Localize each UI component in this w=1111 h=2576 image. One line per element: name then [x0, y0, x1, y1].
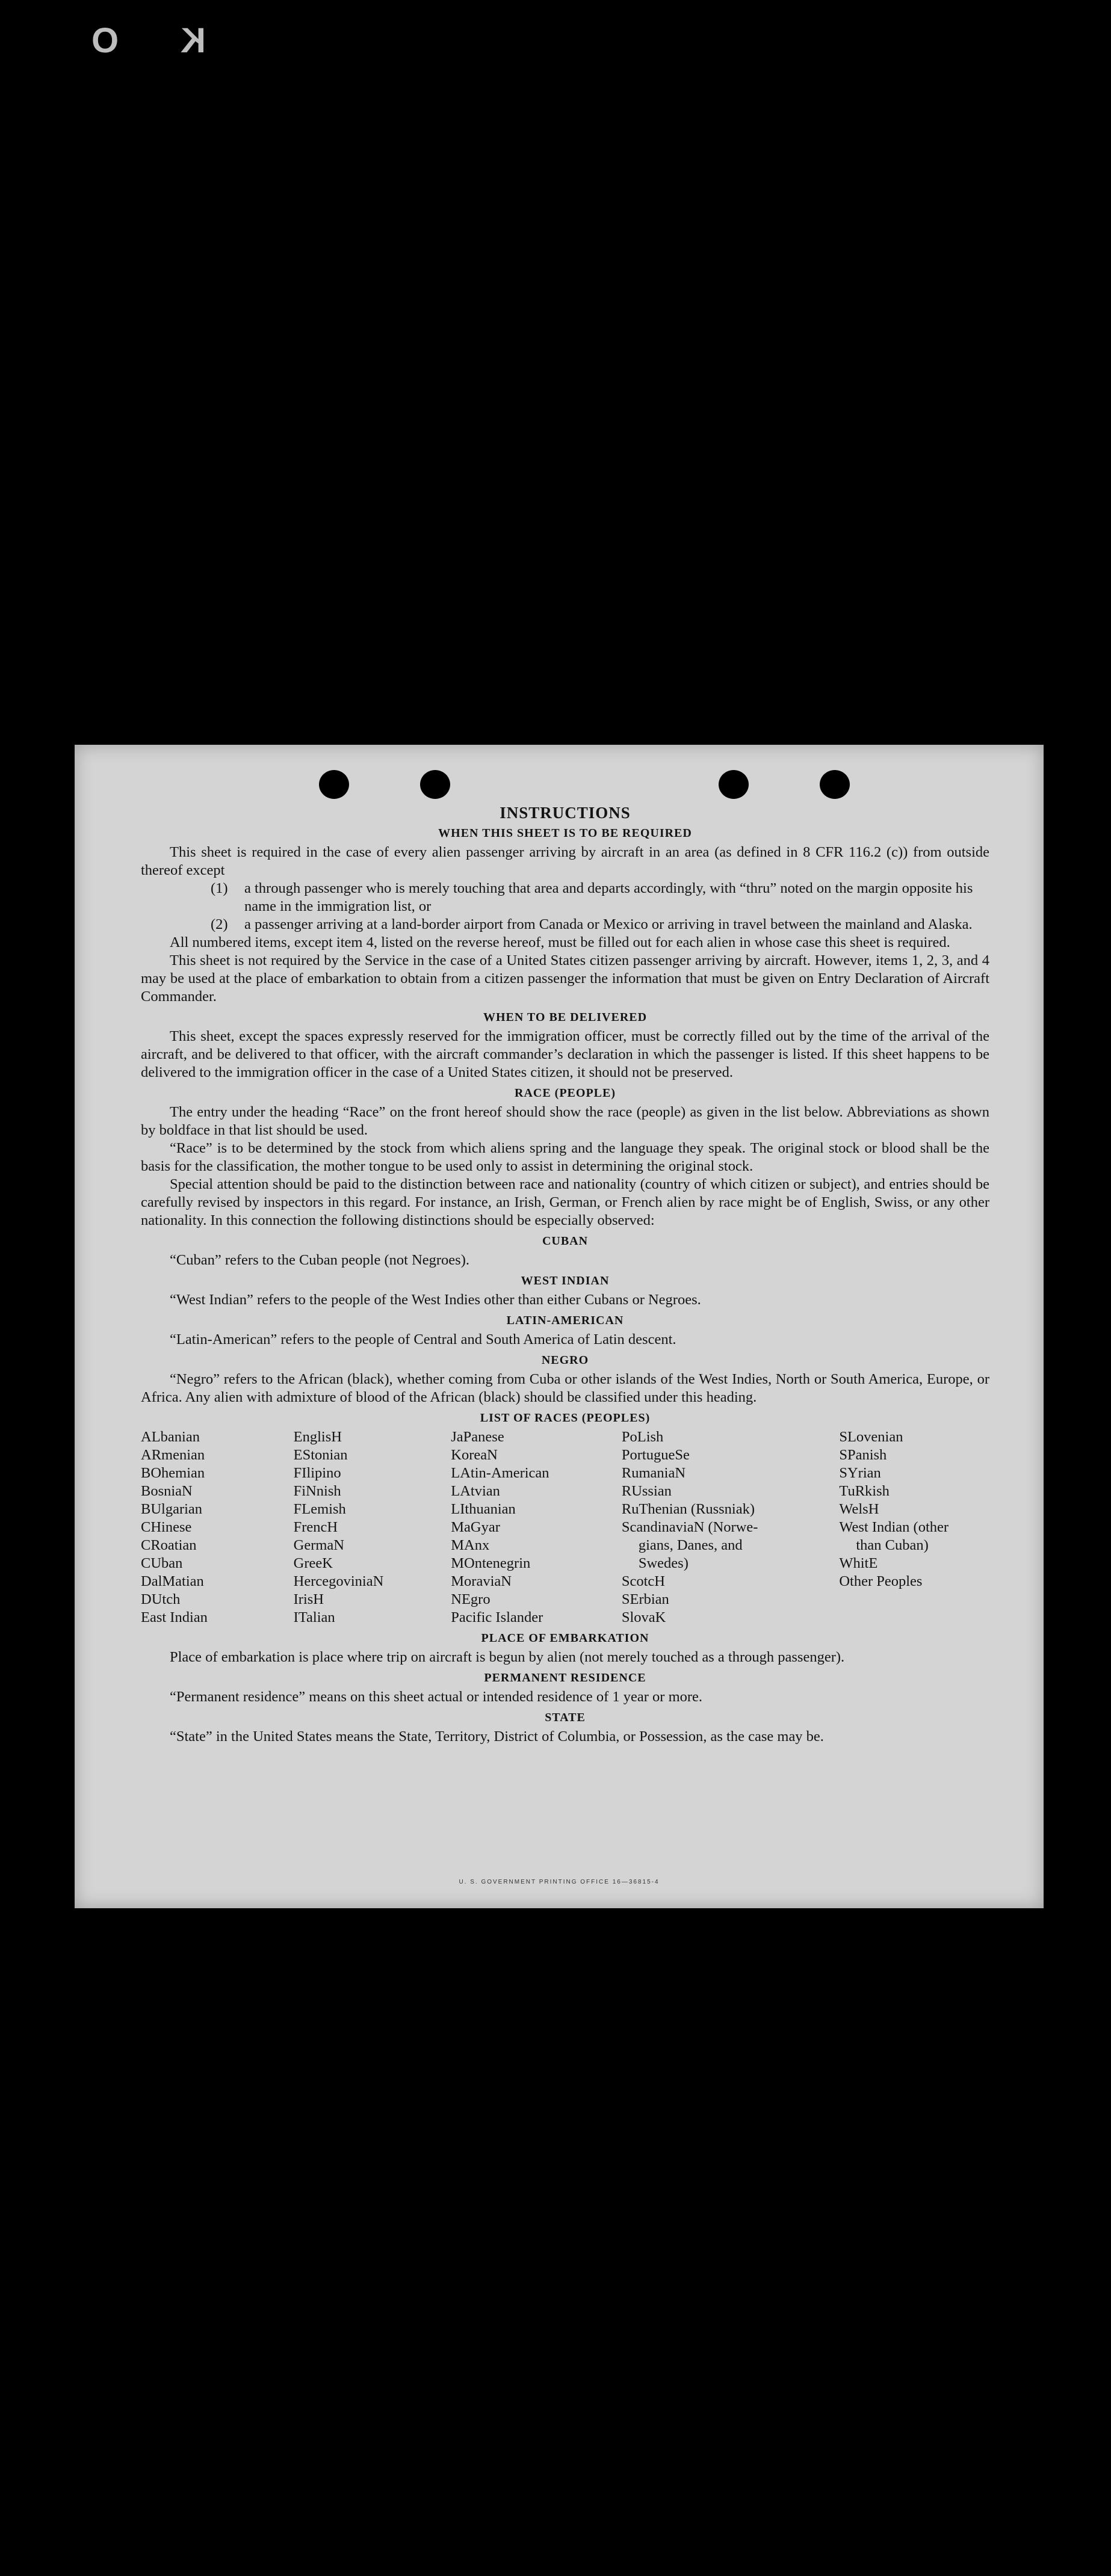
list-item-number: (2)	[211, 916, 228, 932]
race-item: LAtvian	[451, 1483, 500, 1499]
paragraph: Special attention should be paid to the distinction between race and nationality (country of which citizen or subject), and entries should be carefully revised by inspectors in this regard. For instance, an Irish, German, or French alien by race might be of English, Swiss, or any other nationality. In this connection the following distinctions should be especially observed:	[141, 1176, 989, 1228]
paragraph: “West Indian” refers to the people of the West Indies other than either Cubans or Negroes.	[170, 1292, 701, 1308]
paragraph: The entry under the heading “Race” on the front hereof should show the race (people) as given in the list below. Abbreviations as shown by boldface in that list should be used.	[141, 1104, 989, 1138]
paragraph: “Permanent residence” means on this sheet actual or intended residence of 1 year or more.	[170, 1689, 703, 1705]
section-heading: LIST OF RACES (PEOPLES)	[480, 1411, 651, 1425]
race-item: SYrian	[839, 1465, 881, 1481]
punch-hole	[420, 770, 450, 799]
instructions-text	[141, 800, 989, 1746]
race-item: SErbian	[621, 1591, 669, 1607]
race-item: FiNnish	[293, 1483, 341, 1499]
section-heading: STATE	[545, 1711, 586, 1724]
section-heading: PLACE OF EMBARKATION	[481, 1632, 649, 1645]
section-heading: NEGRO	[541, 1354, 589, 1367]
section-heading: WEST INDIAN	[521, 1274, 610, 1287]
section-heading: RACE (PEOPLE)	[515, 1086, 616, 1100]
race-item: CHinese	[141, 1519, 192, 1535]
race-item: SLovenian	[839, 1429, 903, 1445]
race-item: DUtch	[141, 1591, 181, 1607]
race-item: GreeK	[293, 1555, 333, 1571]
race-item: MoraviaN	[451, 1573, 512, 1589]
race-item: WelsH	[839, 1501, 879, 1517]
race-item: NEgro	[451, 1591, 491, 1607]
section-heading: CUBAN	[542, 1234, 589, 1248]
race-item: ScotcH	[621, 1573, 665, 1589]
race-item: ARmenian	[141, 1447, 205, 1463]
race-item: MAnx	[451, 1537, 490, 1553]
section-heading: PERMANENT RESIDENCE	[484, 1671, 646, 1684]
punch-hole	[719, 770, 749, 799]
race-item: SlovaK	[621, 1609, 666, 1625]
race-item: DalMatian	[141, 1573, 204, 1589]
race-item: CUban	[141, 1555, 183, 1571]
race-item: GermaN	[293, 1537, 344, 1553]
race-item: RumaniaN	[621, 1465, 686, 1481]
punch-hole	[319, 770, 349, 799]
race-item: Other Peoples	[839, 1573, 923, 1589]
race-column	[839, 1428, 989, 1627]
race-item: East Indian	[141, 1609, 208, 1625]
race-item: WhitE	[839, 1555, 878, 1571]
instruction-sheet	[75, 745, 1044, 1908]
race-item: FIlipino	[293, 1465, 341, 1481]
paragraph: All numbered items, except item 4, listed on the reverse hereof, must be filled out for each alien in whose case this sheet is required.	[170, 934, 950, 951]
race-item: BosniaN	[141, 1483, 193, 1499]
section-heading: WHEN THIS SHEET IS TO BE REQUIRED	[438, 827, 692, 840]
list-item-text: a passenger arriving at a land-border airport from Canada or Mexico or arriving in travel between the mainland and Alaska.	[244, 916, 973, 932]
race-column	[622, 1428, 839, 1627]
section-heading: LATIN-AMERICAN	[506, 1314, 624, 1327]
race-item: TuRkish	[839, 1483, 890, 1499]
punch-hole	[820, 770, 850, 799]
list-item	[141, 916, 989, 934]
race-item: JaPanese	[451, 1429, 504, 1445]
printer-imprint: U. S. GOVERNMENT PRINTING OFFICE 16—36815-4	[459, 1879, 660, 1885]
list-item-number: (1)	[211, 880, 228, 896]
race-item: KoreaN	[451, 1447, 498, 1463]
race-column	[141, 1428, 294, 1627]
race-item: SPanish	[839, 1447, 887, 1463]
paragraph: This sheet is not required by the Service in the case of a United States citizen passenger arriving by aircraft. However, items 1, 2, 3, and 4 may be used at the place of embarkation to obtain from a citizen passenger the information that must be given on Entry Declaration of Aircraft Commander.	[141, 952, 989, 1005]
race-column	[451, 1428, 622, 1627]
race-item: BUlgarian	[141, 1501, 203, 1517]
page-title: INSTRUCTIONS	[500, 804, 631, 822]
race-item: EStonian	[293, 1447, 348, 1463]
race-item: West Indian (other	[839, 1519, 949, 1535]
race-item: PortugueSe	[621, 1447, 690, 1463]
list-item-text: a through passenger who is merely touching that area and departs accordingly, with “thru” noted on the margin opposite his name in the immigration list, or	[244, 880, 973, 914]
race-item: Pacific Islander	[451, 1609, 543, 1625]
race-item: IrisH	[293, 1591, 324, 1607]
paragraph: “Negro” refers to the African (black), whether coming from Cuba or other islands of the West Indies, North or South America, Europe, or Africa. Any alien with admixture of blood of the African (black) should be classified under this heading.	[141, 1371, 989, 1405]
race-item: than Cuban)	[856, 1537, 929, 1553]
race-item: Swedes)	[638, 1555, 689, 1571]
race-item: MaGyar	[451, 1519, 500, 1535]
race-item: EnglisH	[293, 1429, 342, 1445]
paragraph: “Race” is to be determined by the stock from which aliens spring and the language they speak. The original stock or blood shall be the basis for the classification, the mother tongue to be used only to assist in determining the original stock.	[141, 1140, 989, 1174]
race-column	[294, 1428, 451, 1627]
race-item: CRoatian	[141, 1537, 197, 1553]
paragraph: This sheet, except the spaces expressly reserved for the immigration officer, must be correctly filled out by the time of the arrival of the aircraft, and be delivered to that officer, with the aircraft commander’s declaration in which the passenger is listed. If this sheet happens to be delivered to the immigration officer in the case of a United States citizen, it should not be preserved.	[141, 1028, 989, 1080]
race-item: FrencH	[293, 1519, 338, 1535]
race-item: MOntenegrin	[451, 1555, 531, 1571]
race-item: PoLish	[621, 1429, 664, 1445]
race-item: ITalian	[293, 1609, 335, 1625]
race-item: RuThenian (Russniak)	[621, 1501, 755, 1517]
corner-mark-left: O	[91, 21, 119, 60]
race-list	[141, 1428, 989, 1627]
section-heading: WHEN TO BE DELIVERED	[483, 1011, 648, 1024]
paragraph: “Cuban” refers to the Cuban people (not Negroes).	[170, 1252, 469, 1268]
corner-mark-right: K	[181, 21, 206, 60]
race-item: FLemish	[293, 1501, 346, 1517]
race-item: RUssian	[621, 1483, 672, 1499]
race-item: BOhemian	[141, 1465, 205, 1481]
race-item: LAtin-American	[451, 1465, 549, 1481]
paragraph: Place of embarkation is place where trip on aircraft is begun by alien (not merely touched as a through passenger).	[170, 1649, 845, 1665]
race-item: ScandinaviaN (Norwe-	[621, 1519, 758, 1535]
list-item	[141, 880, 989, 916]
race-item: LIthuanian	[451, 1501, 516, 1517]
race-item: gians, Danes, and	[638, 1537, 743, 1553]
paragraph: This sheet is required in the case of every alien passenger arriving by aircraft in an area (as defined in 8 CFR 116.2 (c)) from outside thereof except	[141, 844, 989, 878]
race-item: HercegoviniaN	[293, 1573, 384, 1589]
paragraph: “State” in the United States means the State, Territory, District of Columbia, or Possession, as the case may be.	[170, 1728, 824, 1745]
race-item: ALbanian	[141, 1429, 200, 1445]
paragraph: “Latin-American” refers to the people of Central and South America of Latin descent.	[170, 1331, 676, 1348]
